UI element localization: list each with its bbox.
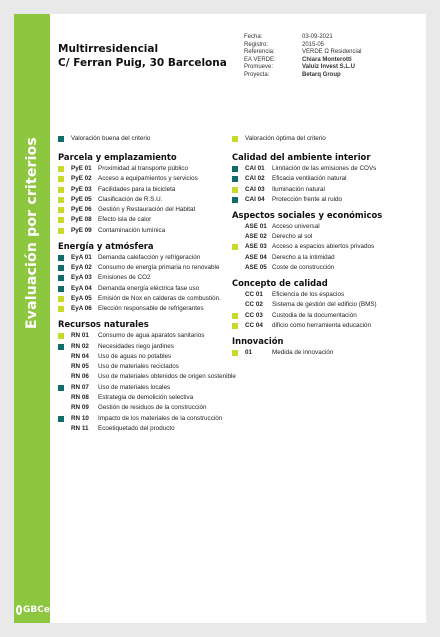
rating-marker bbox=[58, 265, 64, 271]
legend-optimal-swatch bbox=[232, 136, 238, 142]
meta-key: Fecha: bbox=[244, 34, 263, 40]
criteria-section bbox=[58, 241, 238, 313]
criterion-row bbox=[58, 186, 238, 194]
section-title: Calidad del ambiente interior bbox=[232, 152, 371, 162]
rating-marker bbox=[58, 217, 64, 223]
rating-marker bbox=[232, 350, 238, 356]
criterion-description: Elección responsable de refrigerantes bbox=[98, 305, 204, 313]
criterion-description: Eficiencia de los espacios bbox=[272, 291, 345, 299]
criterion-description: Derecho a la intimidad bbox=[272, 253, 335, 261]
legend-good-swatch bbox=[58, 136, 64, 142]
criterion-description: Proximidad al transporte público bbox=[98, 165, 188, 172]
sidebar bbox=[14, 14, 50, 623]
criterion-row bbox=[232, 291, 418, 299]
criterion-description: Gestión de residuos de la construcción bbox=[98, 404, 207, 412]
metadata-block bbox=[244, 34, 362, 80]
rating-marker bbox=[232, 265, 238, 271]
criterion-code: PyE 06 bbox=[71, 206, 92, 214]
rating-marker bbox=[58, 296, 64, 302]
criterion-description: Acceso universal bbox=[272, 222, 320, 230]
criterion-code: PyE 02 bbox=[71, 175, 92, 183]
criterion-row bbox=[232, 175, 418, 183]
rating-marker bbox=[58, 416, 64, 422]
criterion-row bbox=[58, 415, 238, 423]
criterion-description: Derecho al sol bbox=[272, 233, 313, 241]
right-column bbox=[232, 134, 418, 363]
rating-marker bbox=[58, 364, 64, 370]
criterion-description: dificio como herramienta educación bbox=[272, 321, 372, 329]
criterion-row bbox=[58, 343, 238, 351]
section-title: Parcela y emplazamiento bbox=[58, 152, 177, 162]
criterion-row bbox=[232, 349, 418, 357]
criterion-row bbox=[232, 186, 418, 194]
criterion-row bbox=[58, 384, 238, 392]
rating-marker bbox=[232, 302, 238, 308]
meta-value: VERDE Ω Residencial bbox=[302, 49, 362, 56]
criterion-description: Demanda calefacción y refrigeración bbox=[98, 253, 201, 261]
left-column bbox=[58, 134, 238, 439]
rating-marker bbox=[58, 187, 64, 193]
rating-marker bbox=[58, 354, 64, 360]
rating-marker bbox=[58, 395, 64, 401]
meta-row bbox=[244, 49, 362, 57]
criterion-row bbox=[232, 165, 418, 173]
criterion-code: EyA 06 bbox=[71, 305, 92, 313]
criterion-row bbox=[58, 206, 238, 214]
logo-mark-icon bbox=[16, 605, 22, 615]
meta-row bbox=[244, 34, 362, 42]
criterion-description: Uso de materiales reciclados bbox=[98, 363, 179, 371]
criterion-row bbox=[58, 404, 238, 412]
rating-marker bbox=[232, 166, 238, 172]
criteria-section bbox=[232, 152, 418, 204]
gbce-logo bbox=[16, 605, 50, 615]
meta-value: 2015-05 bbox=[302, 41, 325, 48]
criterion-code: EyA 04 bbox=[71, 284, 92, 292]
rating-marker bbox=[58, 286, 64, 292]
criterion-code: RN 10 bbox=[71, 414, 89, 422]
section-title: Aspectos sociales y económicos bbox=[232, 209, 383, 220]
criteria-section bbox=[232, 210, 418, 272]
meta-row bbox=[244, 42, 362, 50]
criterion-code: RN 01 bbox=[71, 332, 89, 340]
criterion-code: CAI 03 bbox=[245, 185, 265, 193]
criterion-row bbox=[58, 165, 238, 173]
rating-marker bbox=[58, 426, 64, 432]
criterion-row bbox=[58, 425, 238, 433]
criterion-code: RN 11 bbox=[71, 424, 89, 432]
criterion-row bbox=[232, 254, 418, 262]
criterion-row bbox=[232, 264, 418, 272]
legend-optimal bbox=[232, 134, 418, 143]
meta-key: EA VERDE: bbox=[244, 56, 276, 63]
section-title: Innovación bbox=[232, 335, 284, 346]
report-page bbox=[14, 14, 426, 623]
criterion-code: CAI 01 bbox=[245, 165, 265, 172]
logo-text: GBCe bbox=[23, 605, 50, 615]
rating-marker bbox=[232, 197, 238, 203]
criterion-description: Acceso a equipamientos y servicios bbox=[98, 175, 198, 183]
criterion-code: ASE 03 bbox=[245, 243, 267, 251]
criterion-description: Iluminación natural bbox=[272, 185, 325, 193]
criterion-row bbox=[58, 227, 238, 235]
criterion-code: CAI 04 bbox=[245, 195, 265, 203]
criterion-row bbox=[58, 363, 238, 371]
criterion-row bbox=[232, 196, 418, 204]
criterion-code: RN 02 bbox=[71, 342, 89, 350]
rating-marker bbox=[58, 207, 64, 213]
criterion-description: Estrategia de demolición selectiva bbox=[98, 394, 194, 402]
criterion-description: Medida de innovación bbox=[272, 348, 334, 356]
rating-marker bbox=[58, 166, 64, 172]
rating-marker bbox=[232, 292, 238, 298]
criteria-section bbox=[58, 152, 238, 235]
criterion-row bbox=[232, 312, 418, 320]
legend-optimal-label: Valoración óptima del criterio bbox=[245, 135, 326, 142]
criterion-description: Emisión de Nox en calderas de combustión. bbox=[98, 294, 221, 302]
criterion-row bbox=[58, 353, 238, 361]
criterion-code: PyE 09 bbox=[71, 226, 92, 234]
rating-marker bbox=[232, 255, 238, 261]
criterion-code: ASE 04 bbox=[245, 253, 267, 261]
criterion-code: EyA 05 bbox=[71, 294, 92, 302]
title-line-1: Multirresidencial bbox=[58, 43, 159, 55]
criterion-code: ASE 02 bbox=[245, 233, 267, 241]
criterion-row bbox=[58, 175, 238, 183]
rating-marker bbox=[58, 385, 64, 391]
criterion-row bbox=[58, 332, 238, 340]
criterion-code: EyA 03 bbox=[71, 274, 92, 282]
meta-key: Referencia: bbox=[244, 49, 275, 56]
legend-good-label: Valoración buena del criterio bbox=[71, 135, 151, 142]
criteria-section bbox=[232, 336, 418, 357]
criterion-row bbox=[58, 305, 238, 313]
criterion-row bbox=[58, 274, 238, 282]
criterion-code: CC 04 bbox=[245, 321, 263, 329]
criterion-row bbox=[58, 264, 238, 272]
rating-marker bbox=[232, 234, 238, 240]
criterion-description: Coste de construcción bbox=[272, 264, 335, 272]
criterion-description: Limitación de las emisiones de COVs bbox=[272, 165, 377, 172]
criterion-description: Demanda energía eléctrica fase uso bbox=[98, 284, 200, 292]
criterion-row bbox=[58, 285, 238, 293]
rating-marker bbox=[232, 176, 238, 182]
criterion-code: EyA 02 bbox=[71, 264, 92, 272]
criterion-row bbox=[58, 295, 238, 303]
criterion-description: Uso de aguas no potables bbox=[98, 352, 172, 360]
criterion-row bbox=[58, 373, 238, 381]
rating-marker bbox=[232, 313, 238, 319]
meta-value: 03-09-2021 bbox=[302, 34, 333, 40]
criterion-code: ASE 05 bbox=[245, 264, 267, 272]
rating-marker bbox=[232, 244, 238, 250]
rating-marker bbox=[58, 228, 64, 234]
criterion-code: PyE 03 bbox=[71, 185, 92, 193]
rating-marker bbox=[58, 197, 64, 203]
meta-value: Chiara Monterotti bbox=[302, 56, 352, 63]
criterion-description: Consumo de energía primaria no renovable bbox=[98, 264, 220, 272]
rating-marker bbox=[58, 405, 64, 411]
criterion-description: Impacto de los materiales de la construcción bbox=[98, 414, 223, 422]
criteria-section bbox=[232, 278, 418, 330]
criterion-code: CAI 02 bbox=[245, 175, 265, 183]
criterion-description: Protección frente al ruido bbox=[272, 195, 343, 203]
rating-marker bbox=[58, 255, 64, 261]
page-title bbox=[58, 42, 227, 70]
criterion-description: Eficacia ventilación natural bbox=[272, 175, 347, 183]
meta-row bbox=[244, 64, 362, 72]
meta-value: Valuiz Invest S.L.U bbox=[302, 64, 356, 71]
criterion-description: Clasificación de R.S.U. bbox=[98, 195, 163, 203]
rating-marker bbox=[58, 275, 64, 281]
rating-marker bbox=[58, 333, 64, 339]
criterion-description: Gestión y Restauración del Habitat bbox=[98, 206, 196, 214]
criterion-description: Acceso a espacios abiertos privados bbox=[272, 243, 375, 251]
meta-key: Registro: bbox=[244, 41, 269, 48]
criterion-description: Uso de materiales locales bbox=[98, 383, 171, 391]
criterion-code: 01 bbox=[245, 348, 253, 356]
criterion-description: Contaminación lumínica bbox=[98, 226, 166, 234]
criterion-code: PyE 08 bbox=[71, 216, 92, 224]
criterion-code: PyE 01 bbox=[71, 165, 92, 172]
criterion-row bbox=[58, 394, 238, 402]
criterion-code: RN 04 bbox=[71, 352, 89, 360]
criterion-description: Efecto isla de calor bbox=[98, 216, 152, 224]
criterion-row bbox=[232, 322, 418, 330]
rating-marker bbox=[232, 224, 238, 230]
meta-row bbox=[244, 72, 362, 80]
section-title: Concepto de calidad bbox=[232, 278, 328, 289]
title-line-2: C/ Ferran Puig, 30 Barcelona bbox=[58, 57, 227, 69]
criterion-row bbox=[232, 243, 418, 251]
criterion-row bbox=[58, 216, 238, 224]
criterion-code: PyE 05 bbox=[71, 195, 92, 203]
criterion-description: Uso de materiales obtenidos de origen sostenible bbox=[98, 373, 236, 381]
section-title: Recursos naturales bbox=[58, 319, 149, 330]
criteria-section bbox=[58, 319, 238, 433]
section-title: Energía y atmósfera bbox=[58, 240, 154, 251]
rating-marker bbox=[58, 374, 64, 380]
meta-key: Promueve: bbox=[244, 64, 274, 71]
criterion-description: Facilidades para la bicicleta bbox=[98, 185, 176, 193]
criterion-code: RN 09 bbox=[71, 404, 89, 412]
rating-marker bbox=[232, 323, 238, 329]
criterion-row bbox=[232, 223, 418, 231]
criterion-code: RN 07 bbox=[71, 383, 89, 391]
criterion-code: CC 01 bbox=[245, 291, 263, 299]
rating-marker bbox=[58, 176, 64, 182]
criterion-code: RN 08 bbox=[71, 394, 89, 402]
meta-row bbox=[244, 57, 362, 65]
rating-marker bbox=[232, 187, 238, 193]
criterion-code: CC 03 bbox=[245, 311, 263, 319]
rating-marker bbox=[58, 344, 64, 350]
criterion-description: Necesidades riego jardines bbox=[98, 342, 174, 350]
criterion-code: EyA 01 bbox=[71, 253, 92, 261]
criterion-description: Custodia de la documentación bbox=[272, 311, 357, 319]
criterion-description: Emisiones de CO2 bbox=[98, 274, 151, 282]
criterion-row bbox=[232, 301, 418, 309]
rating-marker bbox=[58, 306, 64, 312]
meta-value: Betarq Group bbox=[302, 71, 341, 78]
criterion-row bbox=[232, 233, 418, 241]
criterion-row bbox=[58, 196, 238, 204]
criterion-code: CC 02 bbox=[245, 301, 263, 309]
criterion-description: Consumo de agua aparatos sanitarios bbox=[98, 332, 205, 340]
criterion-code: ASE 01 bbox=[245, 222, 267, 230]
criterion-code: RN 06 bbox=[71, 373, 89, 381]
meta-key: Proyecta: bbox=[244, 71, 270, 78]
legend-good bbox=[58, 134, 238, 143]
sidebar-title: Evaluación por criterios bbox=[24, 137, 40, 329]
criterion-code: RN 05 bbox=[71, 363, 89, 371]
criterion-description: Ecoetiquetado del producto bbox=[98, 424, 175, 432]
criterion-description: Sistema de gestión del edificio (BMS) bbox=[272, 301, 377, 309]
criterion-row bbox=[58, 254, 238, 262]
